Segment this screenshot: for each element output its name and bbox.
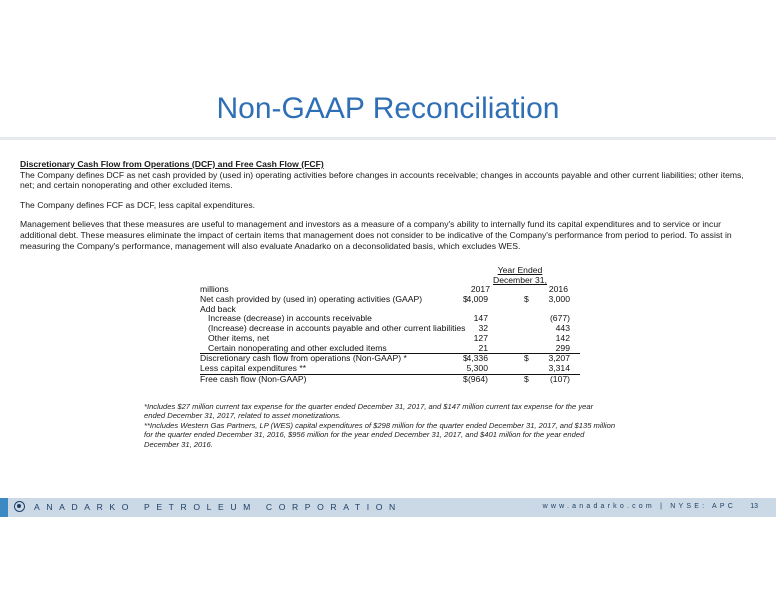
value-2016: (677)	[549, 313, 570, 324]
table-row	[200, 374, 580, 385]
body-text	[20, 159, 758, 260]
value-2016: (107)	[549, 373, 570, 384]
value-2016: 142	[555, 332, 570, 343]
value-2017: 21	[478, 342, 488, 353]
reconciliation-table	[200, 266, 580, 384]
value-2017: 32	[478, 323, 488, 334]
currency-symbol: $	[524, 294, 529, 305]
row-label: Net cash provided by (used in) operating activities (GAAP)	[200, 294, 423, 305]
website-link[interactable]: www.anadarko.com | NYSE: APC	[542, 503, 736, 510]
table-header-period-2	[200, 276, 580, 286]
currency-symbol: $	[524, 373, 529, 384]
company-logo-icon	[14, 501, 25, 512]
table-row	[200, 344, 580, 354]
units-label: millions	[200, 284, 229, 295]
footnote-2: **Includes Western Gas Partners, LP (WES) capital expenditures of $298 million for the quarter ended December 31, 2017, and $135 million for the quarter ended December 31, 2016, $956 million for the year ended December 31, 2017, and $401 million for the year ended December 31, 2016.	[144, 420, 616, 449]
period-label-line-1: Year Ended	[497, 265, 543, 275]
row-label: Free cash flow (Non-GAAP)	[200, 373, 307, 384]
value-2017: 5,300	[466, 362, 488, 373]
value-2017: 4,336	[466, 353, 488, 364]
table-row	[200, 295, 580, 305]
currency-symbol: $	[463, 353, 468, 364]
paragraph-fcf-definition: The Company defines FCF as DCF, less capital expenditures.	[20, 199, 255, 210]
page-title: Non-GAAP Reconciliation	[216, 92, 560, 125]
year-2-header: 2016	[548, 284, 568, 295]
currency-symbol: $	[524, 353, 529, 364]
row-label: Other items, net	[208, 332, 270, 343]
value-2016: 443	[555, 323, 570, 334]
row-label: Certain nonoperating and other excluded items	[208, 342, 387, 353]
footnotes	[144, 402, 616, 449]
currency-symbol: $	[463, 294, 468, 305]
row-label: Add back	[200, 303, 236, 314]
company-name: ANADARKO PETROLEUM CORPORATION	[34, 502, 402, 512]
paragraph-dcf-definition: The Company defines DCF as net cash provided by (used in) operating activities before changes in accounts receivable; changes in accounts payable and other current liabilities; other items, net; and certain nonoperating and other excluded items.	[20, 169, 744, 191]
period-label-line-2: December 31,	[493, 274, 547, 285]
value-2016: 3,207	[548, 353, 570, 364]
value-2016: 3,000	[548, 294, 570, 305]
title-divider	[0, 137, 776, 140]
section-heading: Discretionary Cash Flow from Operations (DCF) and Free Cash Flow (FCF)	[20, 159, 324, 169]
currency-symbol: $	[463, 373, 468, 384]
table-row	[200, 364, 580, 374]
footer-bar	[0, 498, 776, 517]
row-label: Discretionary cash flow from operations (Non-GAAP) *	[200, 353, 407, 364]
value-2017: 4,009	[466, 294, 488, 305]
value-2016: 299	[555, 342, 570, 353]
year-1-header: 2017	[470, 284, 490, 295]
value-2017: (964)	[467, 373, 488, 384]
value-2016: 3,314	[548, 362, 570, 373]
row-label: Less capital expenditures **	[200, 362, 307, 373]
footnote-1: *Includes $27 million current tax expense for the quarter ended December 31, 2017, and $147 million current tax expense for the year ended December 31, 2017, related to asset monetizations.	[144, 402, 594, 421]
value-2017: 127	[473, 332, 488, 343]
row-label: (Increase) decrease in accounts payable and other current liabilities	[208, 323, 466, 334]
page-number: 13	[750, 503, 758, 510]
footer-accent	[0, 498, 8, 517]
paragraph-management: Management believes that these measures are useful to management and investors as a measure of a company's ability to internally fund its capital expenditures and to service or incur additional debt. These measures eliminate the impact of certain items that management does not consider to be indicative of the Company's performance from period to period. To assist in measuring the Company's performance, management will also evaluate Anadarko on a deconsolidated basis, which excludes WES.	[20, 219, 732, 251]
value-2017: 147	[473, 313, 488, 324]
row-label: Increase (decrease) in accounts receivable	[208, 313, 372, 324]
